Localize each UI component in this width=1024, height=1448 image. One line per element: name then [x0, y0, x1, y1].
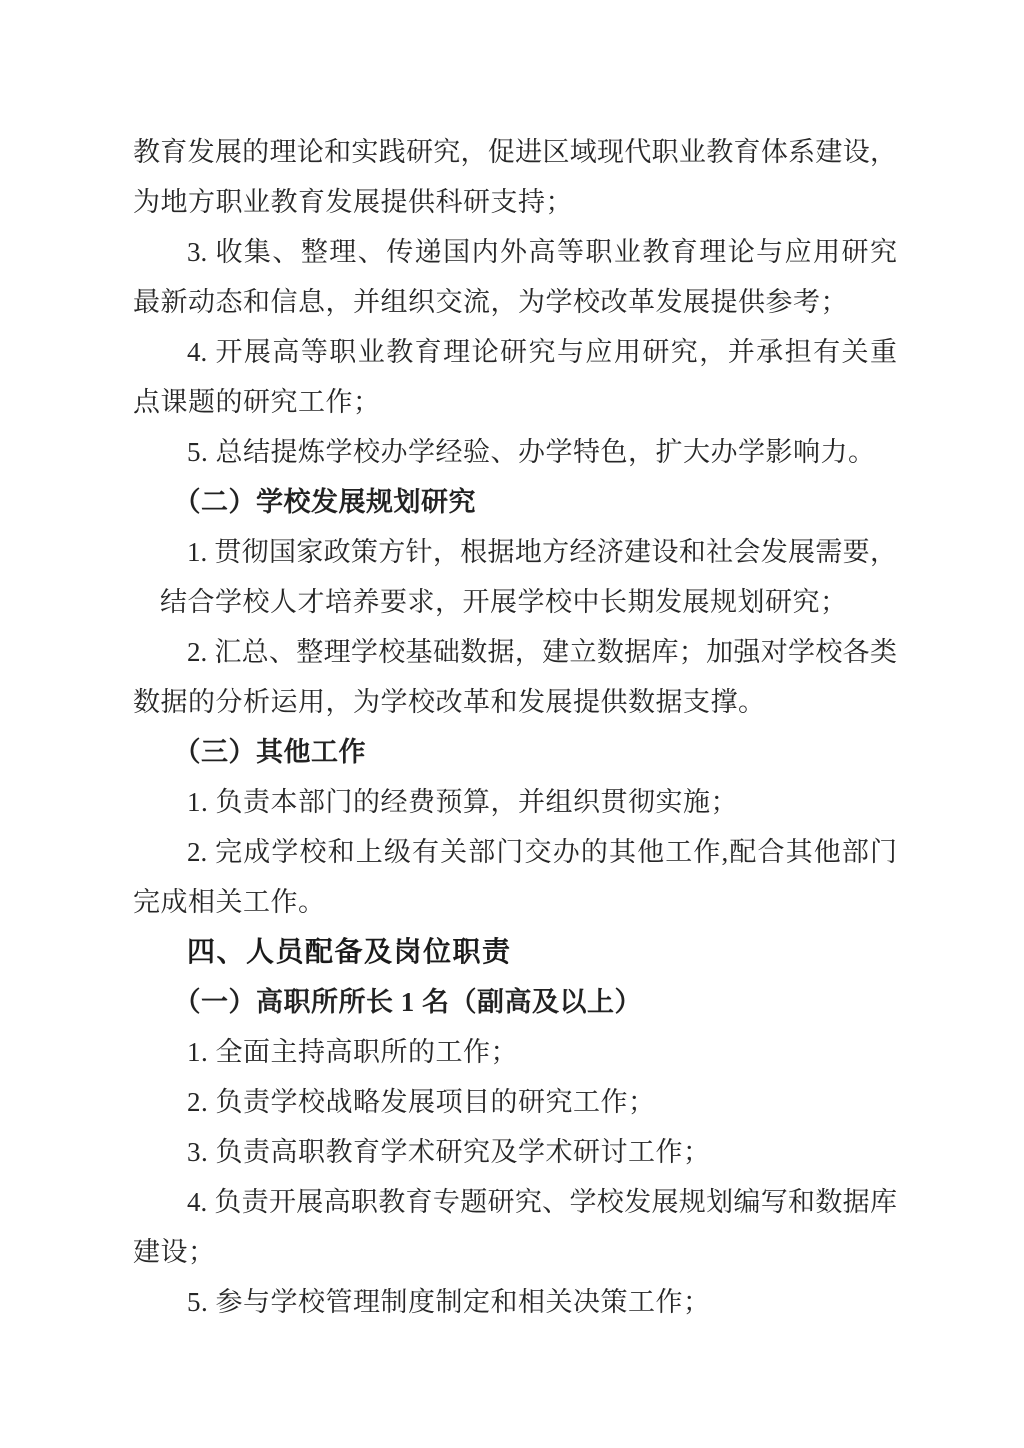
text-line-3: 3. 收集、整理、传递国内外高等职业教育理论与应用研究 — [187, 237, 897, 267]
text-line-13: （三）其他工作 — [173, 737, 366, 767]
text-line-7: 5. 总结提炼学校办学经验、办学特色，扩大办学影响力。 — [187, 437, 876, 467]
text-line-18: （一）高职所所长 1 名（副高及以上） — [173, 987, 642, 1017]
text-line-2: 为地方职业教育发展提供科研支持； — [133, 187, 573, 217]
text-line-8: （二）学校发展规划研究 — [173, 487, 476, 517]
text-line-5: 4. 开展高等职业教育理论研究与应用研究，并承担有关重 — [187, 337, 897, 367]
text-line-9: 1. 贯彻国家政策方针，根据地方经济建设和社会发展需要， — [187, 537, 897, 567]
text-line-12: 数据的分析运用，为学校改革和发展提供数据支撑。 — [133, 687, 766, 717]
text-line-19: 1. 全面主持高职所的工作； — [187, 1037, 518, 1067]
text-line-23: 建设； — [133, 1237, 216, 1267]
text-line-24: 5. 参与学校管理制度制定和相关决策工作； — [187, 1287, 711, 1317]
text-line-15: 2. 完成学校和上级有关部门交办的其他工作,配合其他部门 — [187, 837, 897, 867]
document-text-block — [133, 127, 897, 1327]
text-line-4: 最新动态和信息，并组织交流，为学校改革发展提供参考； — [133, 287, 848, 317]
text-line-17: 四、人员配备及岗位职责 — [187, 936, 512, 967]
text-line-6: 点课题的研究工作； — [133, 387, 381, 417]
text-line-22: 4. 负责开展高职教育专题研究、学校发展规划编写和数据库 — [187, 1187, 897, 1217]
text-line-10: 结合学校人才培养要求，开展学校中长期发展规划研究； — [160, 587, 848, 617]
text-line-14: 1. 负责本部门的经费预算，并组织贯彻实施； — [187, 787, 738, 817]
text-line-16: 完成相关工作。 — [133, 887, 326, 917]
text-line-20: 2. 负责学校战略发展项目的研究工作； — [187, 1087, 656, 1117]
text-line-11: 2. 汇总、整理学校基础数据，建立数据库；加强对学校各类 — [187, 637, 897, 667]
text-line-1: 教育发展的理论和实践研究，促进区域现代职业教育体系建设， — [133, 137, 897, 167]
text-line-21: 3. 负责高职教育学术研究及学术研讨工作； — [187, 1137, 711, 1167]
